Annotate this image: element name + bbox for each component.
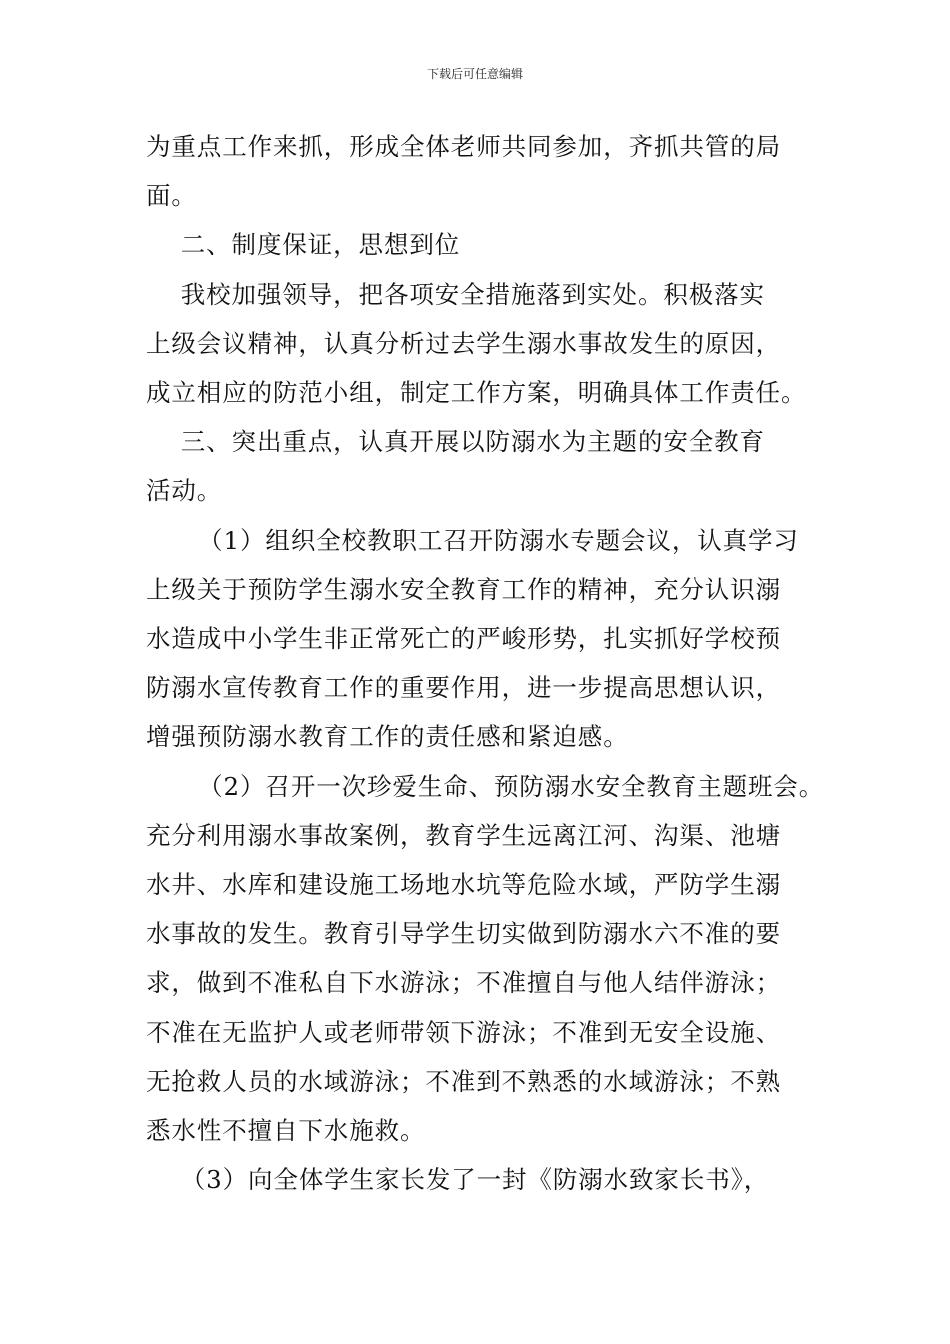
list-item-start: （3）向全体学生家长发了一封《防溺水致家长书》， <box>146 1165 770 1195</box>
text-line: 无抢救人员的水域游泳；不准到不熟悉的水域游泳；不熟 <box>146 1066 781 1096</box>
text-line: 不准在无监护人或老师带领下游泳；不准到无安全设施、 <box>146 1017 781 1047</box>
text-line: 活动。 <box>146 476 223 506</box>
document-body <box>146 122 825 1204</box>
section-heading: 二、制度保证，思想到位 <box>146 230 461 260</box>
section-heading: 三、突出重点，认真开展以防溺水为主题的安全教育 <box>146 427 765 457</box>
text-line: 求，做到不准私自下水游泳；不准擅自与他人结伴游泳； <box>146 968 781 998</box>
list-item-start: （1）组织全校教职工召开防溺水专题会议，认真学习 <box>146 525 799 555</box>
text-line: 上级关于预防学生溺水安全教育工作的精神，充分认识溺 <box>146 574 781 604</box>
text-line: 面。 <box>146 181 197 211</box>
text-line: 成立相应的防范小组，制定工作方案，明确具体工作责任。 <box>146 378 807 408</box>
text-line: 悉水性不擅自下水施救。 <box>146 1116 426 1146</box>
text-line: 水井、水库和建设施工场地水坑等危险水域，严防学生溺 <box>146 870 781 900</box>
text-line: 水事故的发生。教育引导学生切实做到防溺水六不准的要 <box>146 919 781 949</box>
text-line: 我校加强领导，把各项安全措施落到实处。积极落实 <box>146 279 765 309</box>
list-item-start: （2）召开一次珍爱生命、预防溺水安全教育主题班会。 <box>146 771 825 801</box>
text-line: 为重点工作来抓，形成全体老师共同参加，齐抓共管的局 <box>146 132 781 161</box>
text-line: 水造成中小学生非正常死亡的严峻形势，扎实抓好学校预 <box>146 624 781 654</box>
text-line: 上级会议精神，认真分析过去学生溺水事故发生的原因， <box>146 328 781 358</box>
text-line: 防溺水宣传教育工作的重要作用，进一步提高思想认识， <box>146 673 781 703</box>
text-line: 增强预防溺水教育工作的责任感和紧迫感。 <box>146 722 629 752</box>
page-header: 下载后可任意编辑 <box>426 67 523 81</box>
text-line: 充分利用溺水事故案例，教育学生远离江河、沟渠、池塘 <box>146 820 781 850</box>
